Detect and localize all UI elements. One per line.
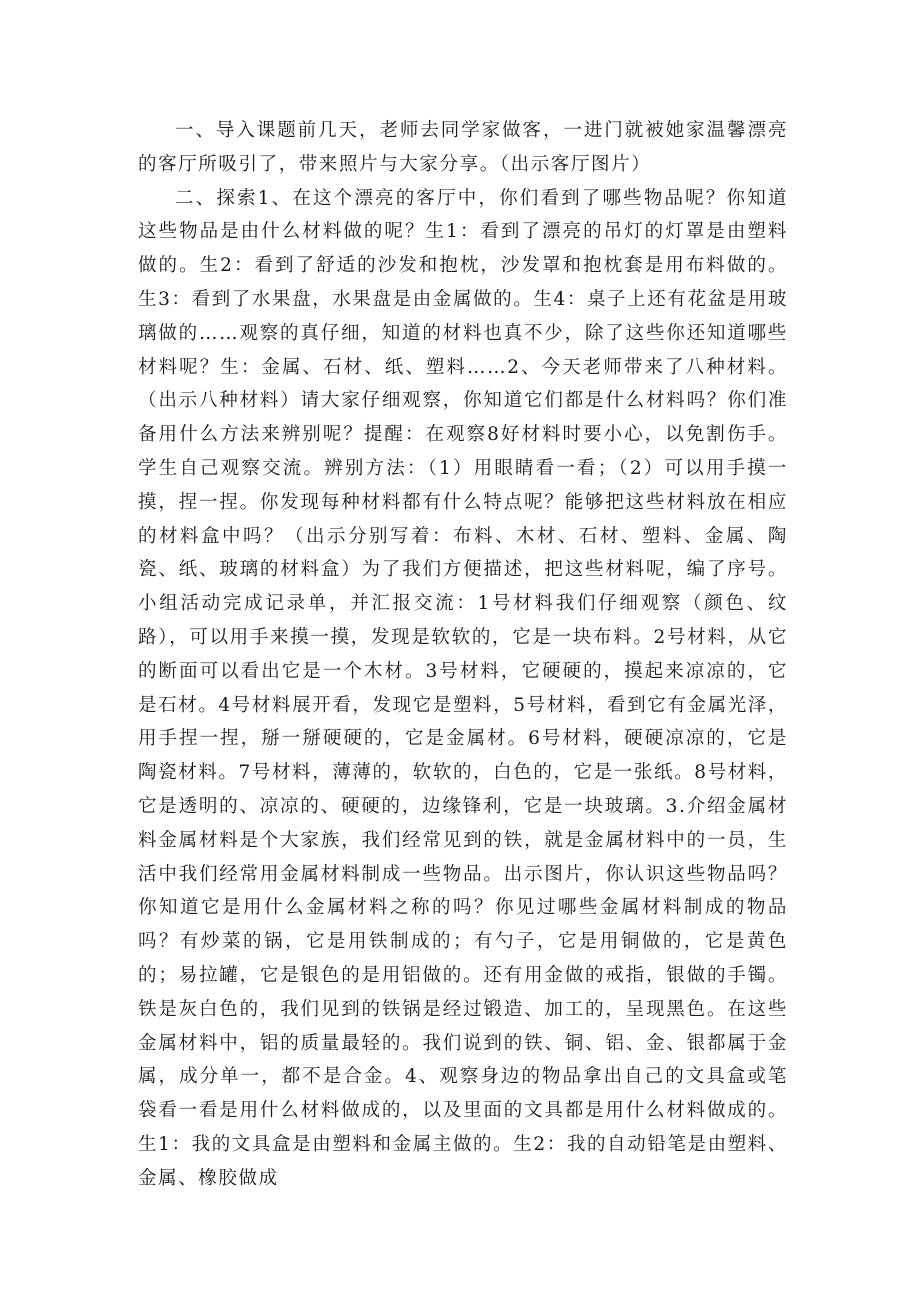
- paragraph-explore: 二、探索1、在这个漂亮的客厅中，你们看到了哪些物品呢？你知道这些物品是由什么材料做的呢？生1：看到了漂亮的吊灯的灯罩是由塑料做的。生2：看到了舒适的沙发和抱枕，沙发罩和抱枕套是用布料做的。生3：看到了水果盘，水果盘是由金属做的。生4：桌子上还有花盆是用玻璃做的……观察的真仔细，知道的材料也真不少，除了这些你还知道哪些材料呢？生：金属、石材、纸、塑料……2、今天老师带来了八种材料。（出示八种材料）请大家仔细观察，你知道它们都是什么材料吗？你们准备用什么方法来辨别呢？提醒：在观察8好材料时要小心，以免割伤手。学生自己观察交流。辨别方法：（1）用眼睛看一看；（2）可以用手摸一摸，捏一捏。你发现每种材料都有什么特点呢？能够把这些材料放在相应的材料盒中吗？（出示分别写着：布料、木材、石材、塑料、金属、陶瓷、纸、玻璃的材料盒）为了我们方便描述，把这些材料呢，编了序号。小组活动完成记录单，并汇报交流：1号材料我们仔细观察（颜色、纹路），可以用手来摸一摸，发现是软软的，它是一块布料。2号材料，从它的断面可以看出它是一个木材。3号材料，它硬硬的，摸起来凉凉的，它是石材。4号材料展开看，发现它是塑料，5号材料，看到它有金属光泽，用手捏一捏，掰一掰硬硬的，它是金属材。6号材料，硬硬凉凉的，它是陶瓷材料。7号材料，薄薄的，软软的，白色的，它是一张纸。8号材料，它是透明的、凉凉的、硬硬的，边缘锋利，它是一块玻璃。3.介绍金属材料金属材料是个大家族，我们经常见到的铁，就是金属材料中的一员，生活中我们经常用金属材料制成一些物品。出示图片，你认识这些物品吗？你知道它是用什么金属材料之称的吗？你见过哪些金属材料制成的物品吗？有炒菜的锅，它是用铁制成的；有勺子，它是用铜做的，它是黄色的；易拉罐，它是银色的是用铝做的。还有用金做的戒指，银做的手镯。铁是灰白色的，我们见到的铁锅是经过锻造、加工的，呈现黑色。在这些金属材料中，铝的质量最轻的。我们说到的铁、铜、铝、金、银都属于金属，成分单一，都不是合金。4、观察身边的物品拿出自己的文具盒或笔袋看一看是用什么材料做成的，以及里面的文具都是用什么材料做成的。生1：我的文具盒是由塑料和金属主做的。生2：我的自动铅笔是由塑料、金属、橡胶做成: [138, 187, 788, 1189]
- paragraph-intro: 一、导入课题前几天，老师去同学家做客，一进门就被她家温馨漂亮的客厅所吸引了，带来照片与大家分享。（出示客厅图片）: [138, 120, 788, 175]
- document-body: [138, 114, 788, 1196]
